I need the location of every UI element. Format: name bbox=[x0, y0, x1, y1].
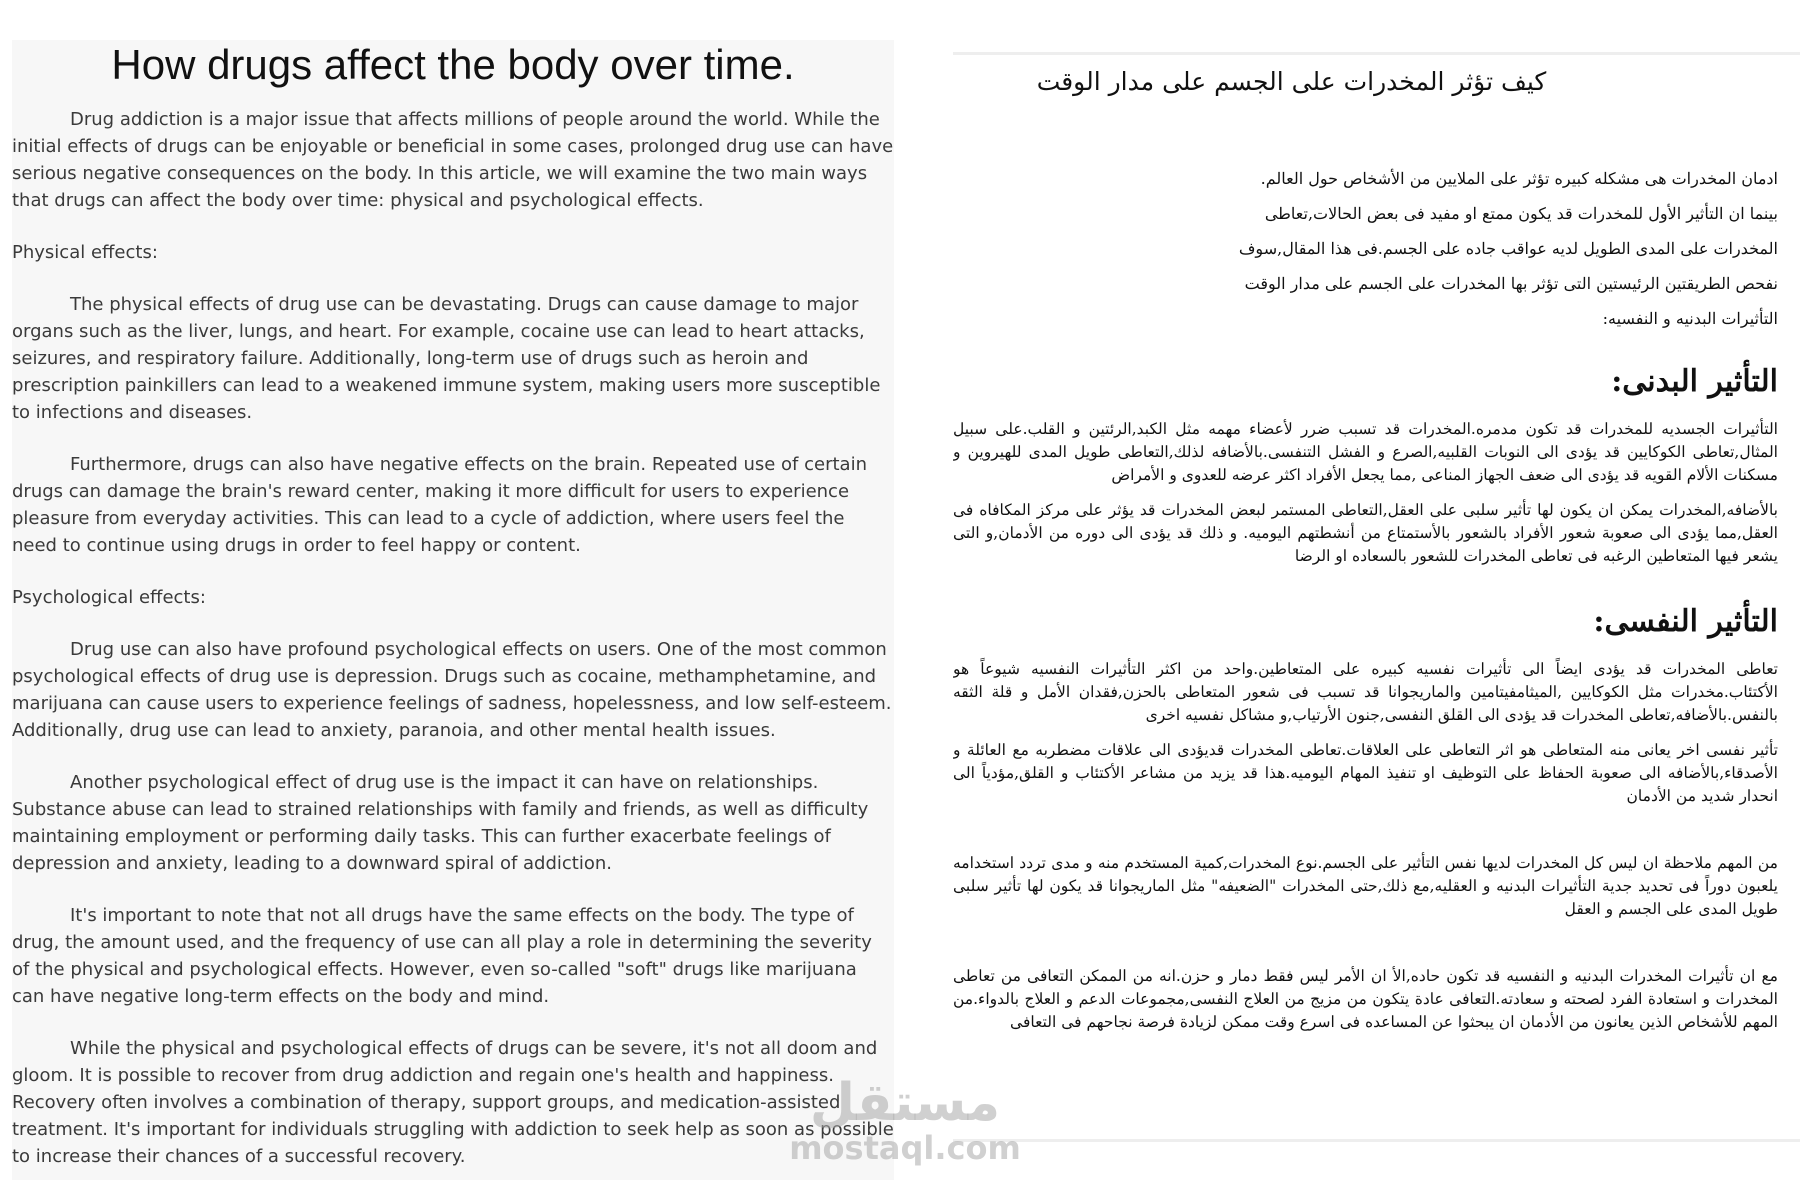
arabic-heading-psychological: التأثير النفسى: bbox=[1593, 604, 1778, 639]
arabic-paragraph-psychological-2: تأثير نفسى اخر يعانى منه المتعاطى هو اثر التعاطى على العلاقات.تعاطى المخدرات قديؤدى الى علاقات مضطربه مع العائلة و الأصدقاء,بالأضافه الى صعوبة الحفاظ على التوظيف او تنفيذ المهام اليوميه.هذا قد يزيد من مشاعر الأكتئاب و القلق,مؤدياً الى انحدار شديد من الأدمان bbox=[953, 741, 1778, 805]
english-paragraph-physical-1: The physical effects of drug use can be devastating. Drugs can cause damage to major organs such as the liver, lungs, and heart. For example, cocaine use can lead to heart attacks, seizures, and respiratory failure. Additionally, long-term use of drugs such as heroin and prescription painkillers can lead to a weakened immune system, making users more susceptible to infections and diseases. bbox=[12, 294, 881, 423]
arabic-intro-line: ادمان المخدرات هى مشكله كبيره تؤثر على الملايين من الأشخاص حول العالم. bbox=[1260, 169, 1778, 188]
english-paragraph-psychological-1: Drug use can also have profound psychological effects on users. One of the most common psychological effects of drug use is depression. Drugs such as cocaine, methamphetamine, and marijuana can cause users to experience feelings of sadness, hopelessness, and low self-esteem. Additionally, drug use can lead to anxiety, paranoia, and other mental health issues. bbox=[12, 639, 892, 741]
english-paragraph-note: It's important to note that not all drugs have the same effects on the body. The type of drug, the amount used, and the frequency of use can all play a role in determining the severity of the physical and psychological effects. However, even so-called "soft" drugs like marijuana can have negative long-term effects on the body and mind. bbox=[12, 905, 872, 1007]
english-paragraph-intro: Drug addiction is a major issue that affects millions of people around the world. While the initial effects of drugs can be enjoyable or beneficial in some cases, prolonged drug use can have serious negative consequences on the body. In this article, we will examine the two main ways that drugs can affect the body over time: physical and psychological effects. bbox=[12, 109, 894, 211]
arabic-intro-line: بينما ان التأثير الأول للمخدرات قد يكون ممتع او مفيد فى بعض الحالات,تعاطى bbox=[1264, 204, 1778, 223]
english-heading-physical: Physical effects: bbox=[12, 242, 158, 263]
english-body bbox=[12, 106, 894, 1170]
english-paragraph-physical-2: Furthermore, drugs can also have negative effects on the brain. Repeated use of certain drugs can damage the brain's reward center, making it more difficult for users to experience pleasure from everyday activities. This can lead to a cycle of addiction, where users feel the need to continue using drugs in order to feel happy or content. bbox=[12, 454, 867, 556]
watermark-latin-text: mostaql.com bbox=[789, 1129, 1021, 1167]
arabic-paragraph-recovery: مع ان تأثيرات المخدرات البدنيه و النفسيه قد تكون حاده,الأ ان الأمر ليس فقط دمار و حزن.انه من الممكن التعافى من تعاطى المخدرات و استعادة الفرد لصحته و سعادته.التعافى عادة يتكون من مزيج من العلاج النفسى,مجموعات الدعم و العلاج بالدواء.من المهم للأشخاص الذين يعانون من الأدمان ان يبحثوا عن المساعده فى اسرع وقت ممكن لزيادة فرصة نجاحهم فى التعافى bbox=[953, 967, 1778, 1031]
english-heading-psychological: Psychological effects: bbox=[12, 587, 206, 608]
arabic-heading-physical: التأثير البدنى: bbox=[1611, 364, 1778, 399]
arabic-intro-line: المخدرات على المدى الطويل لديه عواقب جاده على الجسم.فى هذا المقال,سوف bbox=[1238, 239, 1778, 258]
arabic-title: كيف تؤثر المخدرات على الجسم على مدار الوقت bbox=[1036, 67, 1547, 96]
arabic-paragraph-psychological-1: تعاطى المخدرات قد يؤدى ايضاً الى تأثيرات نفسيه كبيره على المتعاطين.واحد من اكثر التأثيرات النفسيه شيوعاً هو الأكتئاب.مخدرات مثل الكوكايين ,الميثامفيتامين والماريجوانا قد تسبب فى شعور المتعاطى بالحزن,فقدان الأمل و قلة الثقه بالنفس.بالأضافه,تعاطى المخدرات قد يؤدى الى القلق النفسى,جنون الأرتياب,و مشاكل نفسيه اخرى bbox=[953, 660, 1778, 724]
english-paragraph-psychological-2: Another psychological effect of drug use is the impact it can have on relationships. Substance abuse can lead to strained relationships with family and friends, as well as difficulty maintaining employment or performing daily tasks. This can further exacerbate feelings of depression and anxiety, leading to a downward spiral of addiction. bbox=[12, 772, 869, 874]
arabic-paragraph-physical-2: بالأضافه,المخدرات يمكن ان يكون لها تأثير سلبى على العقل,التعاطى المستمر لبعض المخدرات قد يؤثر على مركز المكافاه فى العقل,مما يؤدى الى صعوبة شعور الأفراد بالشعور بالأستمتاع من أنشطتهم اليوميه. و ذلك قد يؤدى الى دوره من الأدمان,و التى يشعر فيها المتعاطين الرغبه فى تعاطى المخدرات للشعور بالسعاده او الرضا bbox=[953, 501, 1778, 565]
arabic-article-panel bbox=[953, 52, 1800, 1142]
arabic-paragraph-physical-1: التأثيرات الجسديه للمخدرات قد تكون مدمره.المخدرات قد تسبب ضرر لأعضاء مهمه مثل الكبد,الرئتين و القلب.على سبيل المثال,تعاطى الكوكايين قد يؤدى الى النوبات القلبيه,الصرع و الفشل التنفسى.بالأضافه لذلك,التعاطى طويل المدى للهيروين و مسكنات الألام القويه قد يؤدى الى ضعف الجهاز المناعى ,مما يجعل الأفراد اكثر عرضه للعدوى و الأمراض bbox=[953, 420, 1778, 484]
arabic-paragraph-note: من المهم ملاحظة ان ليس كل المخدرات لديها نفس التأثير على الجسم.نوع المخدرات,كمية المستخدم منه و مدى تردد استخدامه يلعبون دوراً فى تحديد جدية التأثيرات البدنيه و العقليه,مع ذلك,حتى المخدرات "الضعيفه" مثل الماريجوانا قد يكون لها تأثير سلبى طويل المدى على الجسم و العقل bbox=[953, 854, 1778, 918]
arabic-intro bbox=[953, 161, 1778, 336]
arabic-intro-line: التأثيرات البدنيه و النفسيه: bbox=[1602, 309, 1778, 328]
arabic-intro-line: نفحص الطريقتين الرئيستين التى تؤثر بها المخدرات على الجسم على مدار الوقت bbox=[1244, 274, 1778, 293]
english-paragraph-recovery: While the physical and psychological effects of drugs can be severe, it's not all doom and gloom. It is possible to recover from drug addiction and regain one's health and happiness. Recovery often involves a combination of therapy, support groups, and medication-assisted treatment. It's important for individuals struggling with addiction to seek help as soon as possible to increase their chances of a successful recovery. bbox=[12, 1038, 894, 1167]
english-title: How drugs affect the body over time. bbox=[111, 41, 795, 88]
watermark-arabic-text: مستقل bbox=[809, 1073, 1001, 1133]
english-article-panel bbox=[12, 40, 894, 1180]
